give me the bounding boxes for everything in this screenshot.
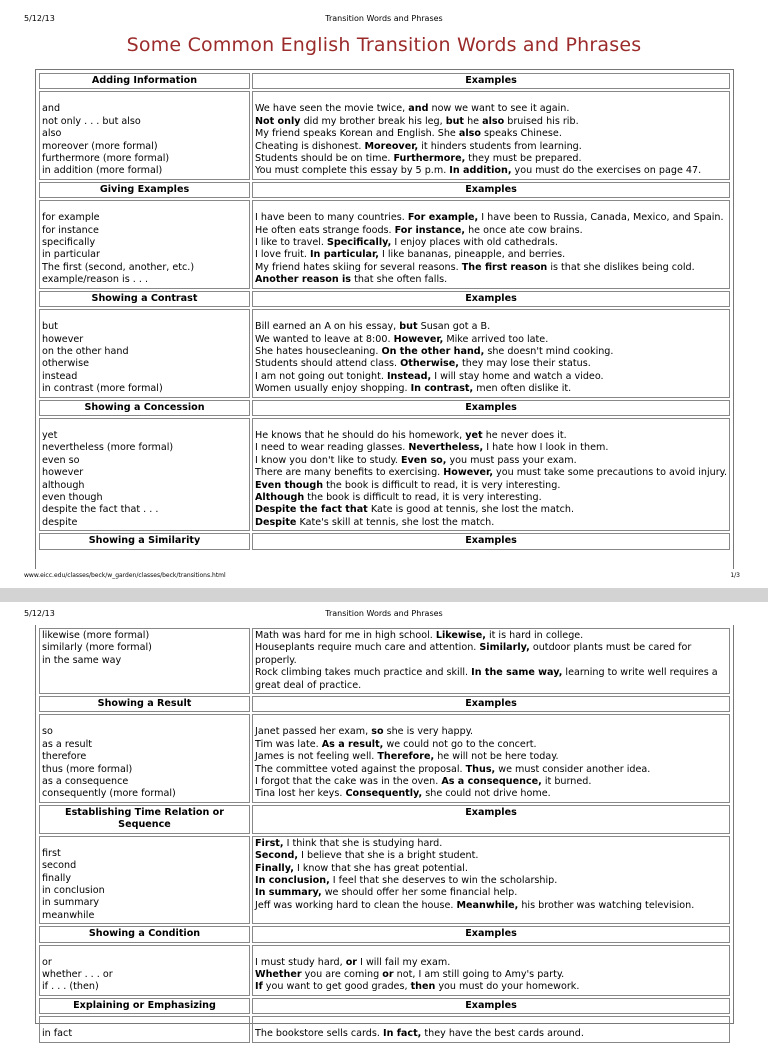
transition-word-item: however bbox=[42, 467, 84, 479]
example-sentence: Tim was late. As a result, we could not go to the concert. bbox=[255, 738, 537, 750]
page-date: 5/12/13 bbox=[24, 609, 55, 618]
transition-word: In conclusion, bbox=[255, 874, 330, 886]
transition-word-item: although bbox=[42, 479, 85, 491]
transition-words-cell bbox=[39, 418, 250, 531]
example-sentence: I forgot that the cake was in the oven. As a consequence, it burned. bbox=[255, 776, 592, 788]
example-sentence: Janet passed her exam, so she is very happy. bbox=[255, 726, 474, 738]
examples-heading: Examples bbox=[252, 533, 730, 549]
transition-word-item: on the other hand bbox=[42, 345, 129, 357]
spacer bbox=[42, 202, 247, 212]
example-sentence: Women usually enjoy shopping. In contrast, men often dislike it. bbox=[255, 383, 572, 395]
transition-word-item: in fact bbox=[42, 1028, 73, 1040]
example-sentence: We wanted to leave at 8:00. However, Mike arrived too late. bbox=[255, 333, 549, 345]
section-body-row bbox=[39, 836, 730, 924]
example-sentence: Rock climbing takes much practice and skill. In the same way, learning to write well requires a great deal of practice. bbox=[255, 667, 721, 691]
example-sentence: First, I think that she is studying hard. bbox=[255, 837, 443, 849]
transition-word: On the other hand, bbox=[381, 345, 485, 357]
transition-word-item: not only . . . but also bbox=[42, 115, 141, 127]
transition-word-item: also bbox=[42, 128, 62, 140]
example-sentence: Cheating is dishonest. Moreover, it hinders students from learning. bbox=[255, 140, 582, 152]
transition-word-item: in contrast (more formal) bbox=[42, 383, 163, 395]
transition-word: so bbox=[371, 726, 384, 738]
transition-word: also bbox=[458, 128, 481, 140]
examples-heading: Examples bbox=[252, 182, 730, 198]
transition-word: Meanwhile, bbox=[456, 899, 519, 911]
section-body-row bbox=[39, 1016, 730, 1042]
spacer bbox=[42, 947, 247, 957]
section-header-row bbox=[39, 805, 730, 834]
section-heading: Showing a Similarity bbox=[39, 533, 250, 549]
transition-word: The first reason bbox=[461, 261, 548, 273]
transition-word-item: instead bbox=[42, 370, 78, 382]
transition-word-item: however bbox=[42, 333, 84, 345]
transition-word: Another reason is bbox=[255, 274, 352, 286]
example-sentence: He often eats strange foods. For instance, he once ate cow brains. bbox=[255, 224, 583, 236]
transition-word: In addition, bbox=[449, 165, 512, 177]
examples-heading: Examples bbox=[252, 291, 730, 307]
transition-word: Although bbox=[255, 491, 305, 503]
transition-word-item: otherwise bbox=[42, 358, 89, 370]
examples-cell bbox=[252, 836, 730, 924]
transition-word: Specifically, bbox=[327, 237, 392, 249]
transition-word-item: in addition (more formal) bbox=[42, 165, 163, 177]
example-sentence: You must complete this essay by 5 p.m. In addition, you must do the exercises on page 47. bbox=[255, 165, 702, 177]
transition-word-item: even though bbox=[42, 491, 103, 503]
transition-word: Even so, bbox=[400, 454, 447, 466]
transition-word: Finally, bbox=[255, 862, 294, 874]
example-sentence: Another reason is that she often falls. bbox=[255, 274, 448, 286]
example-sentence: My friend speaks Korean and English. She also speaks Chinese. bbox=[255, 128, 562, 140]
transition-word-item: despite bbox=[42, 516, 78, 528]
transition-word-item: nevertheless (more formal) bbox=[42, 442, 174, 454]
examples-heading: Examples bbox=[252, 998, 730, 1014]
transition-word-item: yet bbox=[42, 429, 58, 441]
transition-word-item: meanwhile bbox=[42, 909, 95, 921]
transition-word-item: in summary bbox=[42, 897, 100, 909]
transition-word-item: first bbox=[42, 847, 61, 859]
transition-word: Instead, bbox=[386, 370, 432, 382]
examples-cell bbox=[252, 309, 730, 397]
transition-word: then bbox=[410, 981, 436, 993]
examples-heading: Examples bbox=[252, 400, 730, 416]
page-header-title: Transition Words and Phrases bbox=[325, 14, 443, 23]
transition-word: Similarly, bbox=[479, 642, 530, 654]
example-sentence: I love fruit. In particular, I like bananas, pineapple, and berries. bbox=[255, 249, 566, 261]
page-header bbox=[0, 12, 768, 26]
examples-cell bbox=[252, 91, 730, 179]
spacer bbox=[255, 1018, 727, 1028]
transition-word-item: or bbox=[42, 956, 52, 968]
transition-word: If bbox=[255, 981, 263, 993]
spacer bbox=[42, 1018, 247, 1028]
transition-word: or bbox=[382, 968, 394, 980]
example-sentence: There are many benefits to exercising. However, you must take some precautions to avoid injury. bbox=[255, 467, 728, 479]
examples-heading: Examples bbox=[252, 696, 730, 712]
transition-word: also bbox=[482, 115, 505, 127]
section-heading: Showing a Condition bbox=[39, 926, 250, 942]
example-sentence: Although the book is difficult to read, it is very interesting. bbox=[255, 491, 542, 503]
transition-word: Despite the fact that bbox=[255, 504, 368, 516]
transition-word: In particular, bbox=[309, 249, 379, 261]
example-sentence: Not only did my brother break his leg, but he also bruised his rib. bbox=[255, 115, 579, 127]
transitions-table bbox=[37, 71, 732, 552]
transition-word: First, bbox=[255, 837, 284, 849]
transition-word-item: but bbox=[42, 321, 58, 333]
transition-word: For instance, bbox=[394, 224, 466, 236]
example-sentence: I know you don't like to study. Even so, you must pass your exam. bbox=[255, 454, 577, 466]
example-sentence: I need to wear reading glasses. Nevertheless, I hate how I look in them. bbox=[255, 442, 609, 454]
page-header-title: Transition Words and Phrases bbox=[325, 609, 443, 618]
example-sentence: We have seen the movie twice, and now we want to see it again. bbox=[255, 103, 570, 115]
document-title: Some Common English Transition Words and Phrases bbox=[126, 34, 642, 56]
example-sentence: Bill earned an A on his essay, but Susan got a B. bbox=[255, 321, 491, 333]
transition-word: Consequently, bbox=[345, 788, 423, 800]
transition-word: Not only bbox=[255, 115, 301, 127]
page-break bbox=[0, 588, 768, 602]
transitions-table-page2 bbox=[35, 625, 734, 1040]
page-url[interactable]: www.eicc.edu/classes/beck/w_garden/classes/beck/transitions.html bbox=[24, 572, 226, 579]
example-sentence: Finally, I know that she has great potential. bbox=[255, 862, 468, 874]
spacer bbox=[42, 838, 247, 848]
spacer bbox=[255, 311, 727, 321]
example-sentence: In conclusion, I feel that she deserves to win the scholarship. bbox=[255, 874, 558, 886]
transition-word: and bbox=[408, 103, 429, 115]
example-sentence: She hates housecleaning. On the other hand, she doesn't mind cooking. bbox=[255, 345, 614, 357]
transition-word-item: despite the fact that . . . bbox=[42, 504, 159, 516]
transition-word: or bbox=[345, 956, 358, 968]
spacer bbox=[42, 311, 247, 321]
transition-word: Thus, bbox=[465, 763, 496, 775]
examples-heading: Examples bbox=[252, 73, 730, 89]
section-body-row bbox=[39, 628, 730, 694]
transition-word-item: if . . . (then) bbox=[42, 981, 99, 993]
examples-cell bbox=[252, 714, 730, 802]
section-body-row bbox=[39, 91, 730, 179]
example-sentence: Students should attend class. Otherwise, they may lose their status. bbox=[255, 358, 591, 370]
transition-word-item: whether . . . or bbox=[42, 968, 113, 980]
example-sentence: Math was hard for me in high school. Likewise, it is hard in college. bbox=[255, 630, 584, 641]
examples-heading: Examples bbox=[252, 926, 730, 942]
example-sentence: My friend hates skiing for several reasons. The first reason is that she dislikes being cold. bbox=[255, 261, 695, 273]
transition-word: Therefore, bbox=[377, 751, 435, 763]
section-header-row bbox=[39, 926, 730, 942]
transition-word: but bbox=[445, 115, 465, 127]
section-body-row bbox=[39, 945, 730, 996]
transition-word: In fact, bbox=[383, 1028, 422, 1040]
spacer bbox=[255, 202, 727, 212]
transition-word-item: thus (more formal) bbox=[42, 763, 133, 775]
spacer bbox=[42, 420, 247, 430]
section-body-row bbox=[39, 714, 730, 802]
page-header-2 bbox=[0, 607, 768, 621]
section-heading: Adding Information bbox=[39, 73, 250, 89]
examples-cell bbox=[252, 945, 730, 996]
transition-word: However, bbox=[443, 467, 493, 479]
transition-word: As a result, bbox=[321, 738, 384, 750]
transition-word-item: and bbox=[42, 103, 61, 115]
transitions-table-page1 bbox=[35, 69, 734, 569]
transition-word-item: as a consequence bbox=[42, 776, 129, 788]
transition-word: In contrast, bbox=[410, 383, 474, 395]
transition-word: Moreover, bbox=[364, 140, 419, 152]
transition-word: Nevertheless, bbox=[408, 442, 484, 454]
transition-word: Even though bbox=[255, 479, 324, 491]
example-sentence: Students should be on time. Furthermore, they must be prepared. bbox=[255, 153, 582, 165]
transition-word-item: The first (second, another, etc.) bbox=[42, 261, 195, 273]
section-body-row bbox=[39, 418, 730, 531]
example-sentence: If you want to get good grades, then you must do your homework. bbox=[255, 981, 580, 993]
section-header-row bbox=[39, 182, 730, 198]
examples-cell bbox=[252, 200, 730, 288]
transition-word-item: for instance bbox=[42, 224, 99, 236]
transition-words-cell bbox=[39, 309, 250, 397]
transition-word: However, bbox=[393, 333, 444, 345]
transition-word-item: even so bbox=[42, 454, 80, 466]
transition-word-item: moreover (more formal) bbox=[42, 140, 158, 152]
transition-word: Furthermore, bbox=[393, 153, 466, 165]
transition-words-cell bbox=[39, 714, 250, 802]
example-sentence: Despite Kate's skill at tennis, she lost the match. bbox=[255, 516, 495, 528]
example-sentence: Whether you are coming or not, I am still going to Amy's party. bbox=[255, 968, 565, 980]
transition-word-item: therefore bbox=[42, 751, 87, 763]
spacer bbox=[42, 93, 247, 103]
example-sentence: Tina lost her keys. Consequently, she could not drive home. bbox=[255, 788, 551, 800]
transition-words-cell bbox=[39, 836, 250, 924]
transitions-table-continued bbox=[37, 626, 732, 1045]
section-header-row bbox=[39, 291, 730, 307]
transition-words-cell bbox=[39, 200, 250, 288]
transition-word: yet bbox=[465, 429, 483, 441]
example-sentence: I have been to many countries. For example, I have been to Russia, Canada, Mexico, and Spain. bbox=[255, 212, 724, 224]
transition-word-item: example/reason is . . . bbox=[42, 274, 148, 286]
example-sentence: He knows that he should do his homework, yet he never does it. bbox=[255, 429, 567, 441]
transition-word: Otherwise, bbox=[400, 358, 459, 370]
transition-word: For example, bbox=[407, 212, 479, 224]
transition-word: Despite bbox=[255, 516, 297, 528]
transition-words-cell bbox=[39, 945, 250, 996]
section-header-row bbox=[39, 696, 730, 712]
examples-cell bbox=[252, 1016, 730, 1042]
transition-word: Likewise, bbox=[435, 630, 486, 641]
examples-cell bbox=[252, 418, 730, 531]
transition-word-item: for example bbox=[42, 212, 100, 224]
example-sentence: Jeff was working hard to clean the house. Meanwhile, his brother was watching television. bbox=[255, 899, 695, 911]
spacer bbox=[255, 947, 727, 957]
section-heading: Showing a Concession bbox=[39, 400, 250, 416]
section-heading: Explaining or Emphasizing bbox=[39, 998, 250, 1014]
transition-words-cell bbox=[39, 628, 250, 694]
examples-heading: Examples bbox=[252, 805, 730, 834]
transition-word: In summary, bbox=[255, 887, 322, 899]
transition-word: Whether bbox=[255, 968, 302, 980]
example-sentence: Even though the book is difficult to read, it is very interesting. bbox=[255, 479, 561, 491]
section-header-row bbox=[39, 998, 730, 1014]
example-sentence: The bookstore sells cards. In fact, they have the best cards around. bbox=[255, 1028, 584, 1040]
transition-word-item: second bbox=[42, 860, 77, 872]
example-sentence: Despite the fact that Kate is good at tennis, she lost the match. bbox=[255, 504, 575, 516]
section-heading: Giving Examples bbox=[39, 182, 250, 198]
section-header-row bbox=[39, 400, 730, 416]
example-sentence: I am not going out tonight. Instead, I will stay home and watch a video. bbox=[255, 370, 604, 382]
example-sentence: I must study hard, or I will fail my exam. bbox=[255, 956, 451, 968]
transition-word-item: finally bbox=[42, 872, 72, 884]
spacer bbox=[255, 716, 727, 726]
spacer bbox=[255, 420, 727, 430]
page-date: 5/12/13 bbox=[24, 14, 55, 23]
transition-word-item: similarly (more formal) bbox=[42, 642, 152, 654]
transition-word-item: in conclusion bbox=[42, 884, 105, 896]
section-body-row bbox=[39, 200, 730, 288]
transition-word-item: in particular bbox=[42, 249, 100, 261]
transition-word-item: furthermore (more formal) bbox=[42, 153, 170, 165]
section-header-row bbox=[39, 533, 730, 549]
transition-words-cell bbox=[39, 1016, 250, 1042]
example-sentence: Second, I believe that she is a bright student. bbox=[255, 850, 479, 862]
transition-word-item: as a result bbox=[42, 738, 92, 750]
section-heading: Establishing Time Relation or Sequence bbox=[39, 805, 250, 834]
example-sentence: James is not feeling well. Therefore, he will not be here today. bbox=[255, 751, 559, 763]
example-sentence: The committee voted against the proposal. Thus, we must consider another idea. bbox=[255, 763, 651, 775]
section-header-row bbox=[39, 73, 730, 89]
spacer bbox=[255, 93, 727, 103]
transition-word-item: consequently (more formal) bbox=[42, 788, 176, 800]
examples-cell bbox=[252, 628, 730, 694]
example-sentence: In summary, we should offer her some financial help. bbox=[255, 887, 518, 899]
spacer bbox=[42, 716, 247, 726]
transition-word: In the same way, bbox=[471, 667, 563, 679]
section-heading: Showing a Contrast bbox=[39, 291, 250, 307]
example-sentence: I like to travel. Specifically, I enjoy places with old cathedrals. bbox=[255, 237, 558, 249]
transition-words-cell bbox=[39, 91, 250, 179]
transition-word-item: in the same way bbox=[42, 654, 122, 666]
page-number: 1/3 bbox=[730, 572, 740, 579]
transition-word-item: specifically bbox=[42, 237, 96, 249]
transition-word-item: so bbox=[42, 726, 53, 738]
section-heading: Showing a Result bbox=[39, 696, 250, 712]
transition-word: but bbox=[399, 321, 418, 333]
transition-word-item: likewise (more formal) bbox=[42, 630, 150, 641]
example-sentence: Houseplants require much care and attention. Similarly, outdoor plants must be cared for properly. bbox=[255, 642, 695, 666]
section-body-row bbox=[39, 309, 730, 397]
page-footer bbox=[0, 570, 768, 582]
transition-word: As a consequence, bbox=[441, 776, 542, 788]
transition-word: Second, bbox=[255, 850, 299, 862]
